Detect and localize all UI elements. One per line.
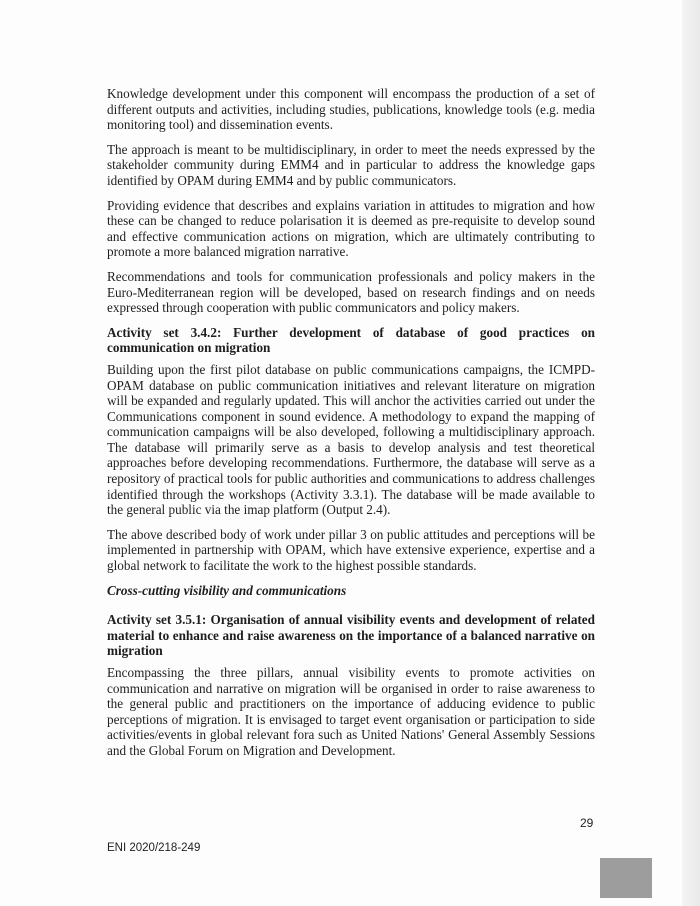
page-number: 29: [580, 816, 594, 830]
activity-351-paragraph-1: Encompassing the three pillars, annual visibility events to promote activities on communication and narrative on migration will be organised in order to raise awareness to the general public and practitioners on the importance of adducing evidence to public perceptions of migration. It is envisaged to target event organisation or participation to side activities/events in global relevant fora such as United Nations' General Assembly Sessions and the Global Forum on Migration and Development.: [107, 665, 595, 758]
activity-342-heading: Activity set 3.4.2: Further development of database of good practices on communication on migration: [107, 324, 595, 356]
document-reference: ENI 2020/218-249: [107, 842, 201, 854]
document-body: [107, 86, 595, 768]
cross-cutting-subheading: Cross-cutting visibility and communications: [107, 582, 347, 598]
page-edge: [682, 0, 700, 906]
intro-paragraph-3: Providing evidence that describes and explains variation in attitudes to migration and how these can be changed to reduce polarisation it is deemed as pre-requisite to develop sound and effective communication actions on migration, which are ultimately contributing to promote a more balanced migration narrative.: [107, 197, 595, 260]
corner-gray-block: [600, 858, 652, 898]
activity-342-paragraph-1: Building upon the first pilot database on public communications campaigns, the ICMPD-OPAM database on public communication initiatives and relevant literature on migration will be expanded and regularly updated. This will anchor the activities carried out under the Communications component in sound evidence. A methodology to expand the mapping of communication campaigns will be also developed, following a multidisciplinary approach. The database will primarily serve as a basis to develop analysis and test theoretical approaches before developing recommendations. Furthermore, the database will serve as a repository of practical tools for public authorities and communications to address challenges identified through the workshops (Activity 3.3.1). The database will be made available to the general public via the imap platform (Output 2.4).: [107, 361, 595, 518]
intro-paragraph-1: Knowledge development under this component will encompass the production of a set of different outputs and activities, including studies, publications, knowledge tools (e.g. media monitoring tool) and dissemination events.: [107, 86, 595, 133]
intro-paragraph-2: The approach is meant to be multidisciplinary, in order to meet the needs expressed by the stakeholder community during EMM4 and in particular to address the knowledge gaps identified by OPAM during EMM4 and by public communicators.: [107, 141, 595, 188]
activity-342-paragraph-2: The above described body of work under pillar 3 on public attitudes and perceptions will be implemented in partnership with OPAM, which have extensive experience, expertise and a global network to facilitate the work to the highest possible standards.: [107, 526, 595, 574]
intro-paragraph-4: Recommendations and tools for communication professionals and policy makers in the Euro-Mediterranean region will be developed, based on research findings and on needs expressed through cooperation with public communicators and policy makers.: [107, 268, 595, 316]
activity-351-heading: Activity set 3.5.1: Organisation of annual visibility events and development of related material to enhance and raise awareness on the importance of a balanced narrative on migration: [107, 612, 595, 659]
